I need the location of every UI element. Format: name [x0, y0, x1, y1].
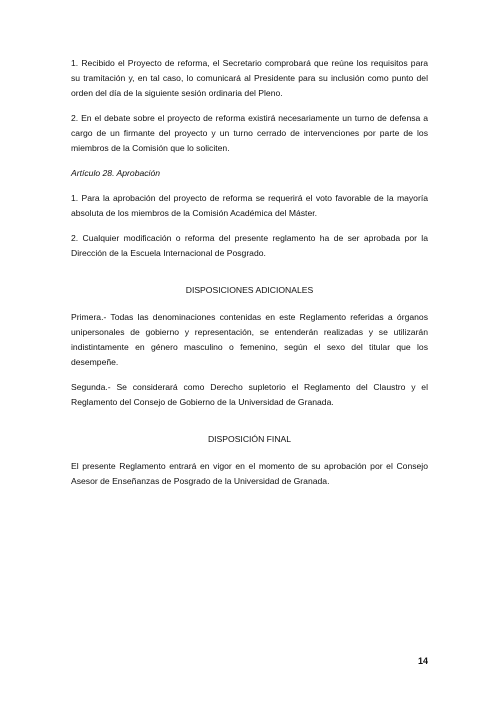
heading-disposicion-final: DISPOSICIÓN FINAL: [207, 434, 292, 444]
page-content: [71, 56, 428, 489]
paragraph-reform-debate: 2. En el debate sobre el proyecto de reforma existirá necesariamente un turno de defensa a cargo de un firmante del proyecto y un turno cerrado de intervenciones por parte de los miembros de la Comisión que lo soliciten.: [71, 113, 428, 153]
paragraph-approval-majority: 1. Para la aprobación del proyecto de reforma se requerirá el voto favorable de la mayoría absoluta de los miembros de la Comisión Académica del Máster.: [71, 193, 428, 218]
paragraph-primera: Primera.- Todas las denominaciones contenidas en este Reglamento referidas a órganos unipersonales de gobierno y representación, se entenderán realizadas y se utilizarán indistintamente en género masculino o femenino, según el sexo del titular que los desempeñe.: [71, 312, 428, 367]
paragraph-approval-direction: 2. Cualquier modificación o reforma del presente reglamento ha de ser aprobada por la Dirección de la Escuela Internacional de Posgrado.: [71, 233, 428, 258]
paragraph-final: El presente Reglamento entrará en vigor en el momento de su aprobación por el Consejo Asesor de Enseñanzas de Posgrado de la Universidad de Granada.: [71, 461, 428, 486]
paragraph-segunda: Segunda.- Se considerará como Derecho supletorio el Reglamento del Claustro y el Reglamento del Consejo de Gobierno de la Universidad de Granada.: [71, 382, 428, 407]
paragraph-reform-receipt: 1. Recibido el Proyecto de reforma, el Secretario comprobará que reúne los requisitos para su tramitación y, en tal caso, lo comunicará al Presidente para su inclusión como punto del orden del día de la siguiente sesión ordinaria del Pleno.: [71, 58, 428, 98]
article-title: Artículo 28. Aprobación: [71, 168, 161, 178]
heading-disposiciones-adicionales: DISPOSICIONES ADICIONALES: [185, 285, 314, 295]
page-number: 14: [418, 656, 429, 666]
